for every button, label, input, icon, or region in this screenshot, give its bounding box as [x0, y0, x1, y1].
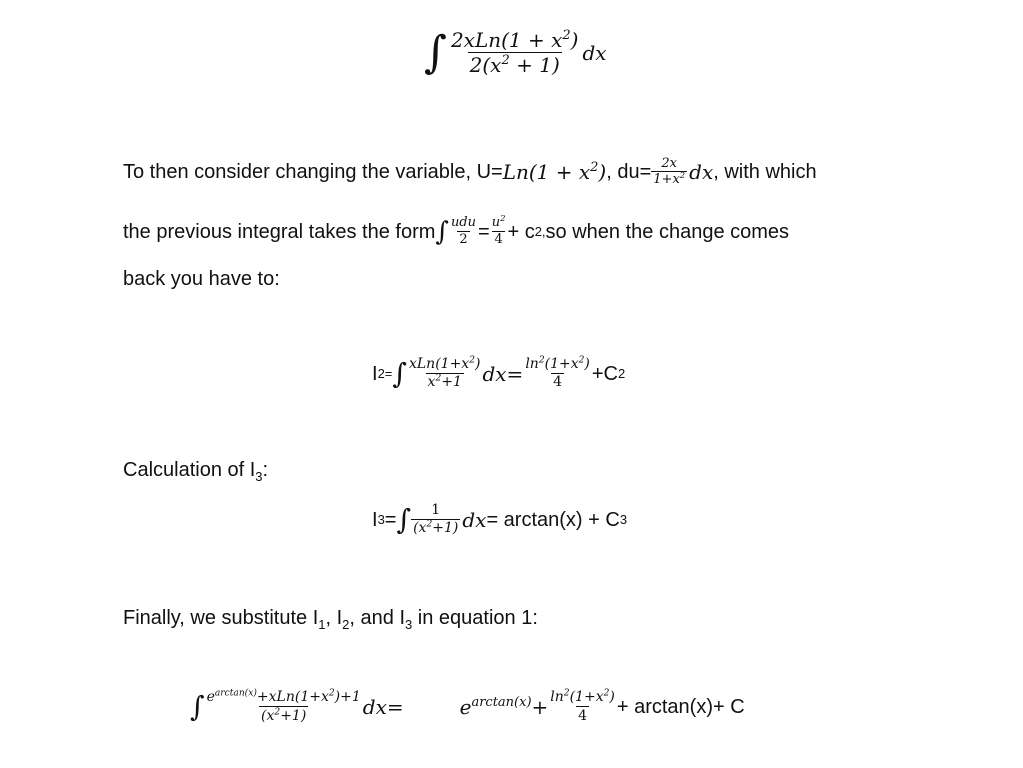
du-fraction: $\frac{2x}{1+x^2}$	[653, 156, 686, 187]
rhs-fraction: $\frac{\ln^2(1+x^2)}{4}$	[525, 355, 590, 390]
fraction: $\frac{1}{(x^2+1)}$	[413, 502, 459, 536]
fraction: $\frac{2xLn(1 + x^2)}{2(x^2 + 1)}$	[450, 28, 579, 77]
calc-i3-heading: Calculation of $I_3$:	[123, 459, 269, 484]
integral-eq-initial	[424, 28, 607, 77]
fraction: $\frac{e^{arctan(x)}+xLn(1+x^2)+1}{(x^2+1)}$	[206, 688, 361, 724]
integral-eq-i3: I 3 = ∫ $\frac{1}{(x^2+1)}$ dx = arctan(x) + C 3	[372, 502, 628, 536]
rhs-fraction: $\frac{\ln^2(1+x^2)}{4}$	[550, 688, 615, 724]
integral-eq-final: ∫ $\frac{e^{arctan(x)}+xLn(1+x^2)+1}{(x^2+1)}$ dx= $e^{arctan(x)}$ + $\frac{\ln^2(1+x^2)}{4}$ + arctan(x)+ C	[190, 688, 745, 724]
para1-line3: back you have to:	[123, 268, 280, 290]
finally-paragraph: Finally, we substitute $I_1$, $I_2$, and $I_3$ in equation 1:	[123, 607, 538, 632]
integral-eq-i2: I 2= ∫ $\frac{xLn(1+x^2)}{x^2+1}$ dx= $\frac{\ln^2(1+x^2)}{4}$ +C 2	[372, 355, 626, 390]
integral-sign: ∫	[424, 26, 447, 78]
udu-fraction: $\frac{\text{udu}}{2}$	[450, 215, 477, 247]
para1-line1: To then consider changing the variable, U= $Ln(1 + x^2)$ , du= $\frac{2x}{1+x^2}$ dx , with which	[123, 156, 817, 187]
u2-fraction: $\frac{u^2}{4}$	[491, 212, 506, 247]
dx: dx	[582, 40, 607, 65]
fraction: $\frac{xLn(1+x^2)}{x^2+1}$	[408, 355, 481, 390]
para1-line2: the previous integral takes the form ∫ $\frac{\text{udu}}{2}$ = $\frac{u^2}{4}$ + c 2, so when the change comes	[123, 212, 790, 247]
